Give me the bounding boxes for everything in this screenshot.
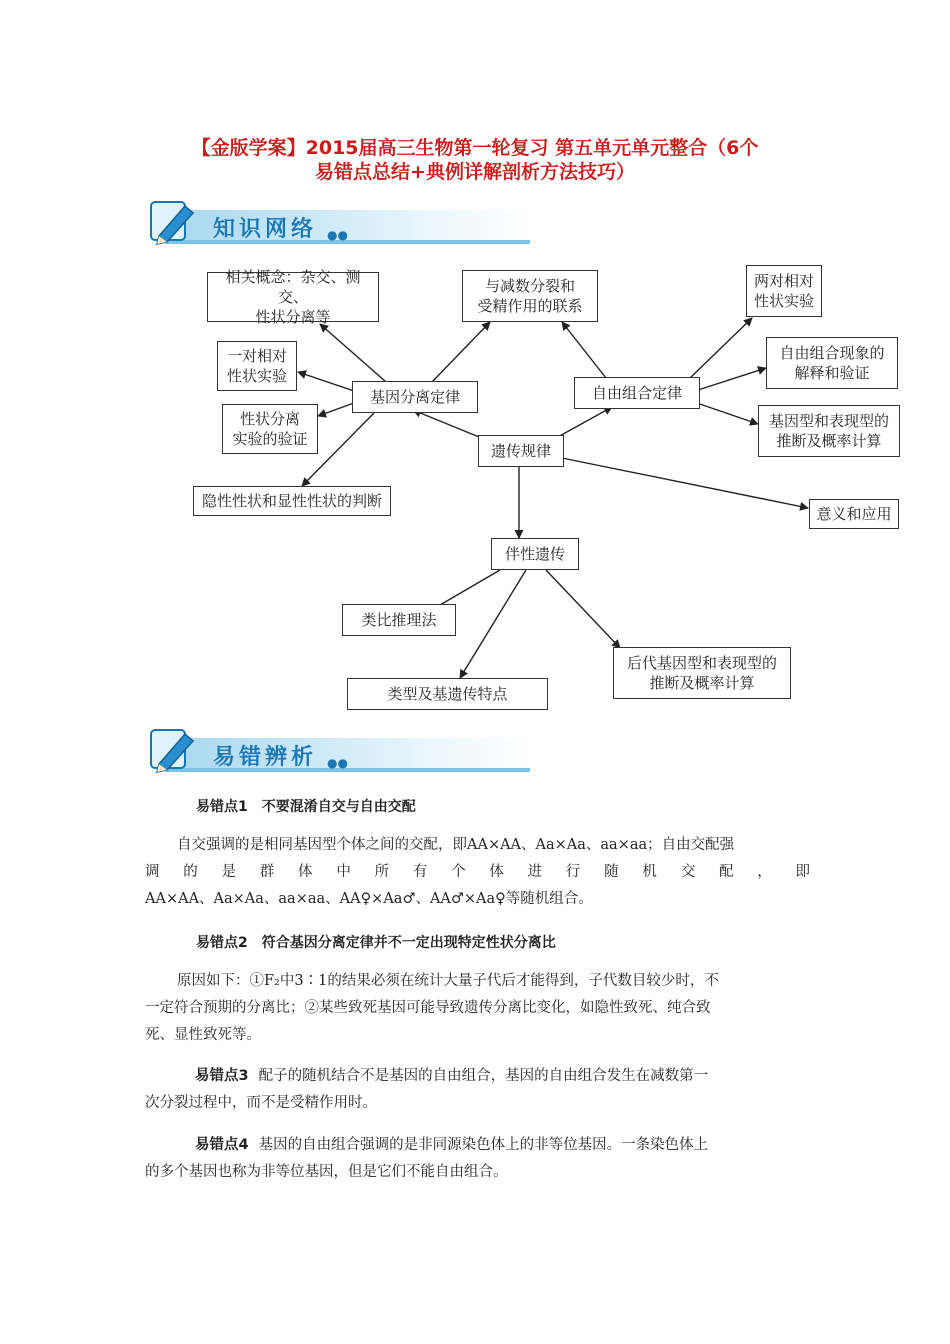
arrow-center-to-separation — [413, 410, 484, 439]
error-1-label: 易错点1 — [196, 799, 248, 815]
node-independent: 自由组合定律 — [574, 377, 700, 409]
error-2-line-2: 一定符合预期的分离比；②某些致死基因可能导致遗传分离比变化，如隐性致死、纯合致 — [145, 1000, 711, 1016]
arrow-center-to-meaning — [562, 458, 808, 508]
banner-dots: ●● — [327, 228, 348, 242]
node-explain: 自由组合现象的 解释和验证 — [766, 337, 898, 389]
node-offspring: 后代基因型和表现型的 推断及概率计算 — [613, 647, 791, 699]
error-4-line-2: 的多个基因也称为非等位基因，但是它们不能自由组合。 — [145, 1164, 508, 1180]
node-concepts: 相关概念：杂交、测交、 性状分离等 — [207, 272, 379, 322]
error-3-line-1: 配子的随机结合不是基因的自由组合，基因的自由组合发生在减数第一 — [258, 1068, 709, 1084]
error-2-line-1: 原因如下：①F₂中3∶1的结果必须在统计大量子代后才能得到，子代数目较少时，不 — [177, 973, 719, 989]
error-2-body — [145, 968, 810, 1049]
error-1-line-2: 调 的 是 群 体 中 所 有 个 体 进 行 随 机 交 配 ， 即 — [145, 864, 810, 880]
error-3-line-2: 次分裂过程中，而不是受精作用时。 — [145, 1095, 377, 1111]
error-3-body — [145, 1063, 810, 1117]
error-4-line-1: 基因的自由组合强调的是非同源染色体上的非等位基因。一条染色体上 — [258, 1137, 709, 1153]
node-sex-linked: 伴性遗传 — [491, 538, 579, 570]
arrow-separation-to-meiosis — [432, 322, 490, 382]
arrow-sexlinked-to-offspring — [546, 570, 620, 648]
arrow-separation-to-concepts — [320, 324, 386, 382]
node-recessive: 隐性性状和显性性状的判断 — [193, 486, 391, 516]
error-4-label: 易错点4 — [195, 1137, 249, 1153]
error-1-line-3: AA×AA、Aa×Aa、aa×aa、AA♀×Aa♂、AA♂×Aa♀等随机组合。 — [145, 891, 593, 907]
error-2-line-3: 死、显性致死等。 — [145, 1027, 261, 1043]
node-meiosis: 与减数分裂和 受精作用的联系 — [462, 270, 598, 322]
node-meaning: 意义和应用 — [809, 499, 899, 529]
title-line-2: 易错点总结+典例详解剖析方法技巧） — [315, 161, 635, 183]
pencil-icon — [145, 724, 205, 776]
arrow-center-to-independent — [556, 407, 612, 438]
error-analysis-banner — [145, 724, 530, 776]
error-2-label: 易错点2 — [196, 935, 248, 951]
error-3-label: 易错点3 — [195, 1068, 249, 1084]
node-one-pair: 一对相对 性状实验 — [217, 341, 297, 391]
node-sep-verify: 性状分离 实验的验证 — [222, 404, 318, 454]
title-line-1: 【金版学案】2015届高三生物第一轮复习 第五单元单元整合（6个 — [191, 137, 759, 159]
error-1-heading — [196, 796, 416, 816]
error-analysis-label: 易错辨析 — [213, 744, 318, 770]
node-types: 类型及基遗传特点 — [347, 678, 548, 710]
node-genotype: 基因型和表现型的 推断及概率计算 — [758, 405, 900, 457]
error-1-title: 不要混淆自交与自由交配 — [261, 799, 416, 815]
arrow-independent-to-meiosis — [562, 322, 606, 378]
node-separation: 基因分离定律 — [352, 381, 478, 413]
error-1-body — [145, 832, 810, 913]
arrow-separation-to-onepair — [298, 372, 354, 391]
knowledge-network-label: 知识网络 — [213, 216, 318, 242]
node-center: 遗传规律 — [478, 435, 564, 467]
arrow-separation-to-sepverify — [318, 403, 354, 416]
error-4-body — [145, 1132, 810, 1186]
banner-dots: ●● — [327, 756, 348, 770]
arrow-independent-to-genotype — [694, 402, 758, 424]
error-2-heading — [196, 932, 556, 952]
error-1-line-1: 自交强调的是相同基因型个体之间的交配，即AA×AA、Aa×Aa、aa×aa；自由交配强 — [177, 837, 735, 853]
node-two-pair: 两对相对 性状实验 — [746, 265, 822, 317]
node-analogy: 类比推理法 — [342, 604, 456, 636]
arrow-sexlinked-to-types — [460, 570, 526, 678]
arrow-independent-to-twopair — [690, 318, 752, 378]
error-2-title: 符合基因分离定律并不一定出现特定性状分离比 — [261, 935, 556, 951]
arrow-independent-to-explain — [698, 368, 766, 390]
